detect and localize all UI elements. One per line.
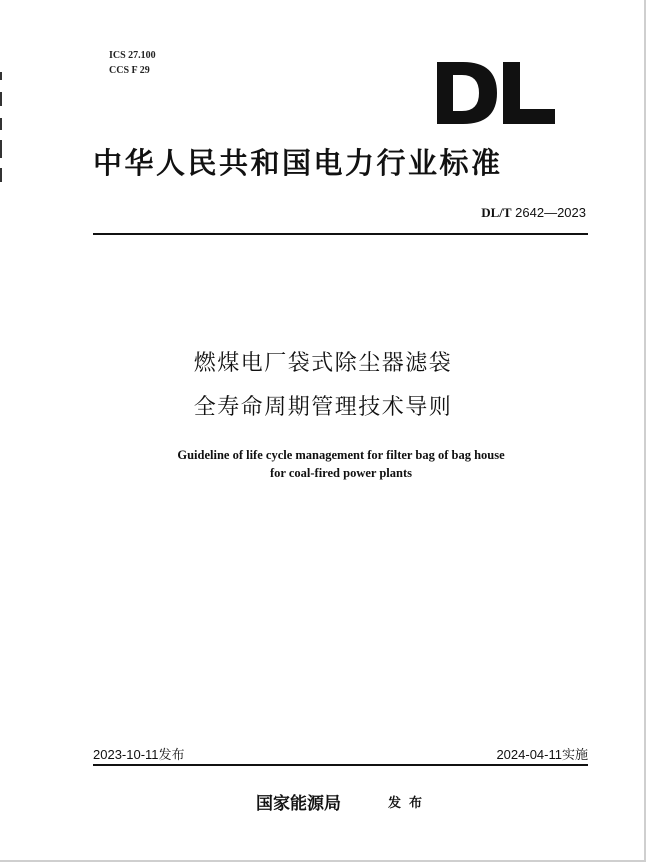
publish-label: 发布 bbox=[388, 796, 431, 811]
implementation-date: 2024-04-11实施 bbox=[496, 747, 588, 762]
ccs-code: CCS F 29 bbox=[109, 65, 150, 76]
national-standard-title: 中华人民共和国电力行业标准 bbox=[93, 146, 503, 180]
publisher-name: 国家能源局 bbox=[256, 794, 341, 814]
dl-logo-l-glyph bbox=[503, 62, 555, 124]
dl-logo bbox=[437, 62, 555, 124]
chinese-title-line-2: 全寿命周期管理技术导则 bbox=[193, 395, 453, 420]
standard-number bbox=[481, 205, 586, 221]
english-title-line-1: Guideline of life cycle management for filter bag of bag house bbox=[177, 448, 505, 462]
english-title-line-2: for coal-fired power plants bbox=[269, 466, 412, 480]
dl-logo-d-glyph bbox=[437, 62, 497, 124]
standard-prefix: DL/T bbox=[481, 205, 512, 220]
binding-edge-mark bbox=[0, 140, 2, 158]
classification-codes bbox=[109, 48, 156, 78]
standard-code: 2642—2023 bbox=[515, 205, 586, 220]
binding-edge-mark bbox=[0, 118, 2, 130]
binding-edge-mark bbox=[0, 72, 2, 80]
ics-code: ICS 27.100 bbox=[109, 50, 156, 61]
chinese-title-line-1: 燃煤电厂袋式除尘器滤袋 bbox=[193, 351, 453, 376]
top-divider bbox=[93, 233, 588, 235]
issue-date: 2023-10-11发布 bbox=[93, 747, 185, 762]
binding-edge-mark bbox=[0, 92, 2, 106]
binding-edge-mark bbox=[0, 168, 2, 182]
bottom-divider bbox=[93, 764, 588, 766]
